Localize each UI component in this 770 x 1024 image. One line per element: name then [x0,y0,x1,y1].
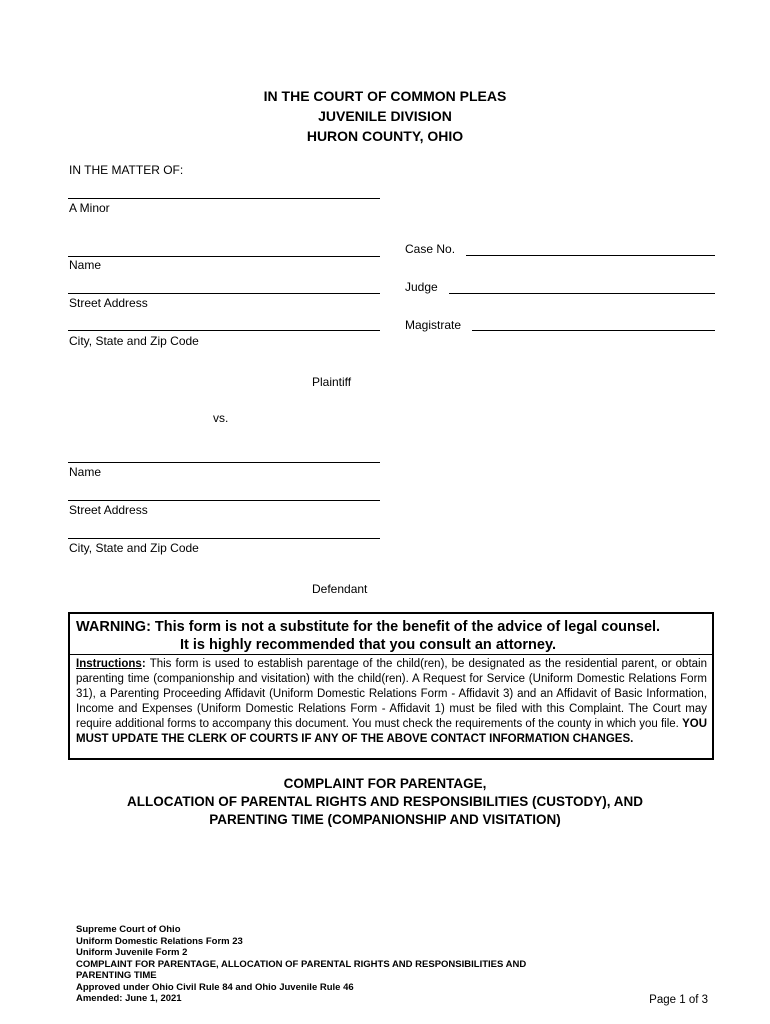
defendant-name-field[interactable] [68,462,380,463]
footer-line: COMPLAINT FOR PARENTAGE, ALLOCATION OF PARENTAL RIGHTS AND RESPONSIBILITIES AND [76,958,527,970]
plaintiff-city-field[interactable] [68,330,380,331]
footer-line: Approved under Ohio Civil Rule 84 and Ohio Juvenile Rule 46 [76,981,354,993]
minor-name-field[interactable] [68,198,380,199]
court-name: IN THE COURT OF COMMON PLEAS [263,88,507,104]
defendant-street-label: Street Address [69,503,148,517]
footer-line: PARENTING TIME [76,970,157,981]
matter-label: IN THE MATTER OF: [69,163,184,177]
plaintiff-street-field[interactable] [68,293,380,294]
complaint-title [0,775,770,829]
defendant-city-field[interactable] [68,538,380,539]
judge-field[interactable] [449,293,715,294]
warning-box [68,612,714,655]
complaint-title-line2: ALLOCATION OF PARENTAL RIGHTS AND RESPONSIBILITIES (CUSTODY), AND [126,794,643,809]
plaintiff-name-field[interactable] [68,256,380,257]
case-no-field[interactable] [466,255,715,256]
minor-label: A Minor [69,201,110,215]
defendant-street-field[interactable] [68,500,380,501]
magistrate-field[interactable] [472,330,715,331]
footer-line: Supreme Court of Ohio [76,924,181,935]
court-division: JUVENILE DIVISION [318,108,452,124]
footer-line: Uniform Juvenile Form 2 [76,947,188,958]
complaint-title-line3: PARENTING TIME (COMPANIONSHIP AND VISITATION) [209,812,561,827]
instructions-body: This form is used to establish parentage of the child(ren), be designated as the residential parent, or obtain parenting time (companionship and visitation) with the child(ren). A Request for Service (Uniform Domestic Relations Form 31), a Parenting Proceeding Affidavit (Uniform Domestic Relations Form - Affidavit 3) and an Affidavit of Basic Information, Income and Expenses (Uniform Domestic Relations Form - Affidavit 1) must be filed with this Complaint. The Court may require additional forms to accompany this document. You must check the requirements of the county in which you file. [76,658,707,730]
plaintiff-street-label: Street Address [69,296,148,310]
defendant-city-label: City, State and Zip Code [69,541,199,555]
instructions-title: Instructions [76,658,142,670]
court-heading [0,86,770,146]
instructions-box: Instructions: This form is used to establish parentage of the child(ren), be designated as the residential parent, or obtain parenting time (companionship and visitation) with the child(ren). A Request for Service (Uniform Domestic Relations Form 31), a Parenting Proceeding Affidavit (Uniform Domestic Relations Form - Affidavit 3) and an Affidavit of Basic Information, Income and Expenses (Uniform Domestic Relations Form - Affidavit 1) must be filed with this Complaint. The Court may require additional forms to accompany this document. You must check the requirements of the county in which you file. YOU MUST UPDATE THE CLERK OF COURTS IF ANY OF THE ABOVE CONTACT INFORMATION CHANGES. [68,654,714,760]
case-no-label: Case No. [405,242,456,256]
complaint-title-line1: COMPLAINT FOR PARENTAGE, [283,776,487,791]
plaintiff-city-label: City, State and Zip Code [69,334,199,348]
footer-line: Uniform Domestic Relations Form 23 [76,935,243,947]
court-county: HURON COUNTY, OHIO [306,128,464,144]
defendant-name-label: Name [69,465,102,479]
magistrate-label: Magistrate [405,318,462,332]
warning-recommendation: It is highly recommended that you consult an attorney. [180,637,556,653]
plaintiff-name-label: Name [69,258,102,272]
form-footer [76,924,526,1005]
footer-line: Amended: June 1, 2021 [76,993,182,1004]
warning-text: WARNING: This form is not a substitute for the benefit of the advice of legal counsel. [76,619,661,635]
plaintiff-role-label: Plaintiff [312,375,352,389]
judge-label: Judge [405,280,438,294]
defendant-role-label: Defendant [312,582,368,596]
page-number: Page 1 of 3 [649,994,708,1006]
vs-label: vs. [213,411,229,425]
instructions-emphasis: YOU MUST UPDATE THE CLERK OF COURTS IF ANY OF THE ABOVE CONTACT INFORMATION CHANGES. [76,718,707,745]
